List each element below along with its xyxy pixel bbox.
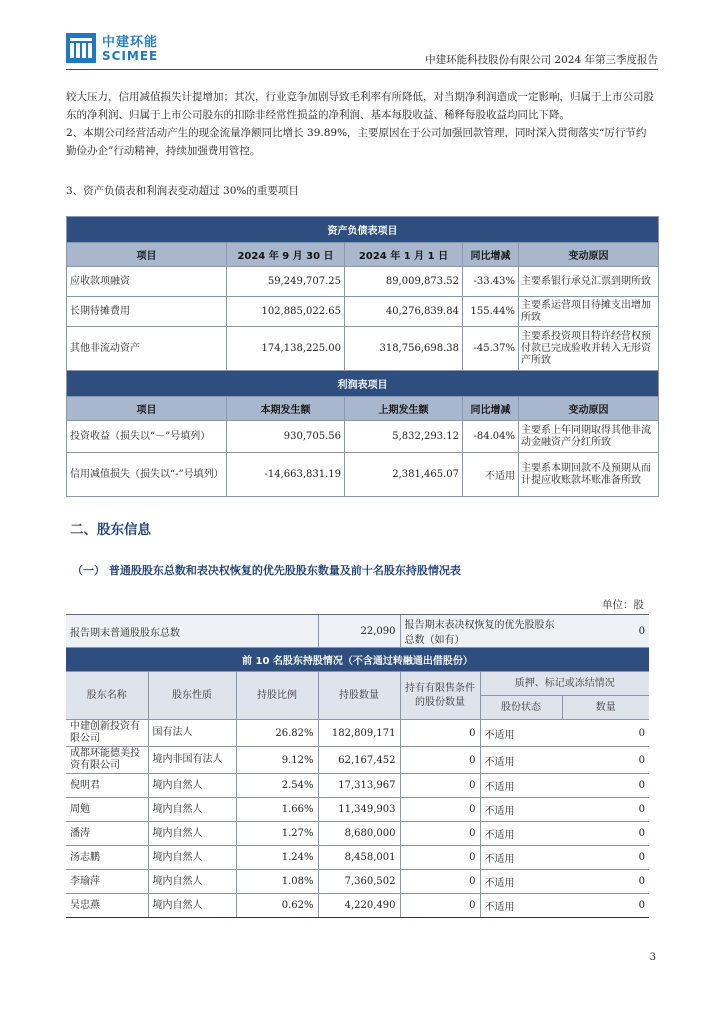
income-statement-title-row	[67, 371, 659, 397]
shareholder-nature: 境内自然人	[148, 870, 236, 894]
shareholder-restricted: 0	[400, 846, 480, 870]
shareholder-pledge-status: 不适用	[480, 870, 562, 894]
table-row	[66, 822, 649, 846]
table-row	[67, 267, 659, 297]
shareholder-qty: 8,458,001	[318, 846, 400, 870]
shareholder-ratio: 9.12%	[236, 747, 318, 774]
income-statement-title: 利润表项目	[67, 371, 659, 397]
logo-chinese-name: 中建环能	[102, 35, 159, 50]
shareholder-qty: 7,360,502	[318, 870, 400, 894]
shareholder-name: 吴忠燕	[66, 894, 148, 918]
shareholder-pledge-status: 不适用	[480, 894, 562, 918]
row-current: 59,249,707.25	[227, 267, 345, 297]
page-header	[66, 30, 658, 70]
shareholder-pledge-qty: 0	[562, 846, 649, 870]
table-row	[66, 798, 649, 822]
shareholder-qty: 62,167,452	[318, 747, 400, 774]
shareholder-qty: 182,809,171	[318, 720, 400, 747]
row-change: 不适用	[463, 453, 519, 497]
shareholder-nature: 境内自然人	[148, 798, 236, 822]
table-row	[67, 297, 659, 327]
header-pledge-qty: 数量	[562, 696, 649, 720]
shareholder-ratio: 0.62%	[236, 894, 318, 918]
shareholder-nature: 境内自然人	[148, 822, 236, 846]
row-reason: 主要系银行承兑汇票到期所致	[519, 267, 659, 297]
header-current: 2024 年 9 月 30 日	[227, 243, 345, 267]
shareholder-pledge-qty: 0	[562, 798, 649, 822]
paragraph-major-changes-heading: 3、资产负债表和利润表变动超过 30%的重要项目	[66, 185, 299, 197]
shareholder-nature: 境内自然人	[148, 894, 236, 918]
table-row	[66, 720, 649, 747]
header-shareholder-nature: 股东性质	[148, 672, 236, 720]
header-restricted-shares: 持有有限售条件的股份数量	[400, 672, 480, 720]
shareholder-total-row	[66, 615, 649, 648]
shareholder-ratio: 1.24%	[236, 846, 318, 870]
top10-header-row	[66, 672, 649, 696]
shareholder-ratio: 26.82%	[236, 720, 318, 747]
report-title: 中建环能科技股份有限公司 2024 年第三季度报告	[425, 54, 658, 66]
shareholder-name: 潘涛	[66, 822, 148, 846]
shareholder-name: 李瑜萍	[66, 870, 148, 894]
balance-sheet-header-row	[67, 243, 659, 267]
row-item: 应收款项融资	[67, 267, 227, 297]
shareholder-restricted: 0	[400, 747, 480, 774]
shareholder-pledge-qty: 0	[562, 774, 649, 798]
paragraph-profit-decline: 较大压力，信用减值损失计提增加；其次，行业竞争加剧导致毛利率有所降低，对当期净利润造成一定影响，归属于上市公司股东的净利润、归属于上市公司股东的扣除非经常性损益的净利润、基本每股收益、稀释每股收益均同比下降。	[66, 91, 654, 121]
row-change: -84.04%	[463, 421, 519, 453]
header-shareholder-name: 股东名称	[66, 672, 148, 720]
header-pledge-status: 股份状态	[480, 696, 562, 720]
unit-label: 单位：股	[602, 599, 644, 611]
shareholder-nature: 国有法人	[148, 720, 236, 747]
header-item: 项目	[67, 243, 227, 267]
table-row	[66, 894, 649, 918]
shareholder-pledge-status: 不适用	[480, 846, 562, 870]
row-item: 其他非流动资产	[67, 327, 227, 371]
header-prior: 2024 年 1 月 1 日	[345, 243, 463, 267]
row-reason: 主要系上年同期取得其他非流动金融资产分红所致	[519, 421, 659, 453]
shareholder-ratio: 2.54%	[236, 774, 318, 798]
total-shareholders-label: 报告期末普通股股东总数	[66, 615, 318, 648]
table-row	[67, 453, 659, 497]
header-item: 项目	[67, 397, 227, 421]
row-prior: 5,832,293.12	[345, 421, 463, 453]
row-prior: 318,756,698.38	[345, 327, 463, 371]
shareholder-pledge-qty: 0	[562, 894, 649, 918]
row-reason: 主要系运营项目待摊支出增加所致	[519, 297, 659, 327]
row-change: 155.44%	[463, 297, 519, 327]
shareholder-name: 中建创新投资有限公司	[66, 720, 148, 747]
shareholder-pledge-status: 不适用	[480, 774, 562, 798]
shareholder-pledge-qty: 0	[562, 720, 649, 747]
shareholder-nature: 境内自然人	[148, 846, 236, 870]
shareholder-ratio: 1.66%	[236, 798, 318, 822]
shareholder-nature: 境内自然人	[148, 774, 236, 798]
shareholder-restricted: 0	[400, 720, 480, 747]
shareholder-ratio: 1.08%	[236, 870, 318, 894]
row-prior: 89,009,873.52	[345, 267, 463, 297]
header-change: 同比增减	[463, 397, 519, 421]
top10-title-row	[66, 648, 649, 672]
row-change: -45.37%	[463, 327, 519, 371]
shareholder-ratio: 1.27%	[236, 822, 318, 846]
logo-english-name: SCIMEE	[102, 49, 159, 63]
shareholder-qty: 8,680,000	[318, 822, 400, 846]
row-prior: 40,276,839.84	[345, 297, 463, 327]
header-holding-qty: 持股数量	[318, 672, 400, 720]
table-row	[66, 747, 649, 774]
financial-changes-table	[66, 216, 659, 497]
shareholder-pledge-status: 不适用	[480, 720, 562, 747]
shareholder-restricted: 0	[400, 870, 480, 894]
shareholder-name: 成都环能德美投资有限公司	[66, 747, 148, 774]
shareholder-pledge-status: 不适用	[480, 747, 562, 774]
row-current: 930,705.56	[227, 421, 345, 453]
shareholder-name: 汤志鹏	[66, 846, 148, 870]
preferred-shareholders-label: 报告期末表决权恢复的优先股股东总数（如有）	[400, 615, 562, 648]
shareholder-qty: 11,349,903	[318, 798, 400, 822]
header-holding-ratio: 持股比例	[236, 672, 318, 720]
row-current: 174,138,225.00	[227, 327, 345, 371]
header-reason: 变动原因	[519, 397, 659, 421]
row-reason: 主要系本期回款不及预期从而计提应收账款坏账准备所致	[519, 453, 659, 497]
table-row	[67, 327, 659, 371]
total-shareholders-value: 22,090	[318, 615, 400, 648]
shareholder-pledge-status: 不适用	[480, 822, 562, 846]
table-row	[67, 421, 659, 453]
row-reason: 主要系投资项目特许经营权预付款已完成验收并转入无形资产所致	[519, 327, 659, 371]
header-current: 本期发生额	[227, 397, 345, 421]
preferred-shareholders-value: 0	[562, 615, 649, 648]
shareholder-pledge-qty: 0	[562, 747, 649, 774]
header-change: 同比增减	[463, 243, 519, 267]
table-row	[66, 846, 649, 870]
company-logo-icon	[66, 33, 96, 63]
top10-title: 前 10 名股东持股情况（不含通过转融通出借股份）	[66, 648, 649, 672]
table-row	[66, 870, 649, 894]
shareholder-qty: 4,220,490	[318, 894, 400, 918]
income-statement-header-row	[67, 397, 659, 421]
row-item: 投资收益（损失以“－”号填列）	[67, 421, 227, 453]
header-pledge-group: 质押、标记或冻结情况	[480, 672, 649, 696]
table-row	[66, 774, 649, 798]
balance-sheet-title: 资产负债表项目	[67, 217, 659, 243]
header-reason: 变动原因	[519, 243, 659, 267]
subsection-title-top10: （一） 普通股股东总数和表决权恢复的优先股股东数量及前十名股东持股情况表	[72, 564, 461, 577]
section-title-shareholders: 二、股东信息	[70, 522, 151, 538]
shareholder-pledge-qty: 0	[562, 822, 649, 846]
shareholder-restricted: 0	[400, 822, 480, 846]
page-number: 3	[649, 952, 656, 963]
shareholders-table	[66, 614, 649, 918]
row-item: 长期待摊费用	[67, 297, 227, 327]
shareholder-restricted: 0	[400, 798, 480, 822]
row-prior: 2,381,465.07	[345, 453, 463, 497]
shareholder-pledge-status: 不适用	[480, 798, 562, 822]
row-current: 102,885,022.65	[227, 297, 345, 327]
paragraph-cash-flow: 2、本期公司经营活动产生的现金流量净额同比增长 39.89%，主要原因在于公司加强回款管理，同时深入贯彻落实“厉行节约 勤俭办企”行动精神，持续加强费用管控。	[66, 127, 647, 157]
shareholder-name: 倪明君	[66, 774, 148, 798]
row-item: 信用减值损失（损失以“-”号填列）	[67, 453, 227, 497]
shareholder-restricted: 0	[400, 774, 480, 798]
header-prior: 上期发生额	[345, 397, 463, 421]
shareholder-qty: 17,313,967	[318, 774, 400, 798]
shareholder-pledge-qty: 0	[562, 870, 649, 894]
row-current: -14,663,831.19	[227, 453, 345, 497]
shareholder-nature: 境内非国有法人	[148, 747, 236, 774]
shareholder-name: 周勉	[66, 798, 148, 822]
row-change: -33.43%	[463, 267, 519, 297]
balance-sheet-title-row	[67, 217, 659, 243]
shareholder-restricted: 0	[400, 894, 480, 918]
